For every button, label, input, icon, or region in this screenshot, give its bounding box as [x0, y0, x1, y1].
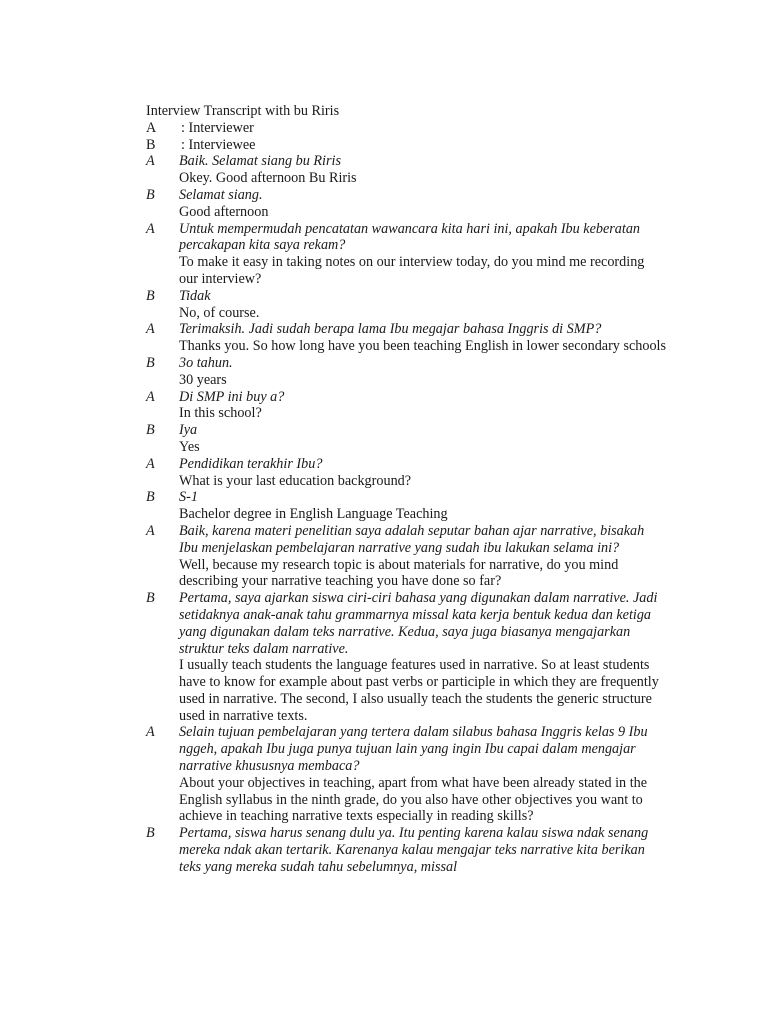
document-title: Interview Transcript with bu Riris — [146, 103, 340, 119]
english-translation: About your objectives in teaching, apart from what have been already stated in the English syllabus in the ninth grade, do you also have other objectives you want to achieve in teaching narrative texts especially in reading skills? — [179, 774, 648, 825]
dialogue-turn — [146, 590, 666, 724]
original-utterance: Selamat siang. — [179, 186, 263, 203]
speaker-label: B — [146, 287, 155, 304]
english-translation: Okey. Good afternoon Bu Riris — [179, 170, 357, 187]
turn-text — [179, 590, 666, 724]
transcript-document — [146, 103, 666, 876]
original-utterance: Pertama, saya ajarkan siswa ciri-ciri bahasa yang digunakan dalam narrative. Jadi setidaknya anak-anak tahu grammarnya missal kata kerja bentuk kedua dan ketiga yang digunakan dalam teks narrative. Kedua, saya juga biasanya mengajarkan struktur teks dalam narrative. — [179, 590, 658, 657]
speaker-label: B — [146, 354, 155, 371]
original-utterance: Baik. Selamat siang bu Riris — [179, 153, 341, 170]
turn-text — [179, 355, 666, 389]
english-translation: I usually teach students the language features used in narrative. So at least students have to know for example about past verbs or participle in which they are frequently used in narrative. The second, I also usually teach the students the generic structure used in narrative texts. — [179, 657, 659, 724]
legend-value: : Interviewer — [181, 119, 254, 136]
turn-text — [179, 389, 666, 423]
turn-text — [179, 288, 666, 322]
original-utterance: Baik, karena materi penelitian saya adalah seputar bahan ajar narrative, bisakah Ibu menjelaskan pembelajaran narrative yang sudah ibu lakukan selama ini? — [179, 522, 645, 556]
dialogue-turn — [146, 187, 666, 221]
english-translation: 30 years — [179, 371, 227, 388]
english-translation: Yes — [179, 438, 200, 455]
turn-text — [179, 321, 666, 355]
speaker-label: B — [146, 590, 155, 607]
original-utterance: 3o tahun. — [179, 354, 233, 371]
speaker-label: A — [146, 153, 155, 170]
turn-text — [179, 523, 666, 590]
original-utterance: Pendidikan terakhir Ibu? — [179, 455, 323, 472]
turn-text — [179, 221, 666, 288]
dialogue-turn — [146, 422, 666, 456]
dialogue-turn — [146, 153, 666, 187]
original-utterance: Tidak — [179, 287, 211, 304]
dialogue-turn — [146, 456, 666, 490]
turn-text — [179, 489, 666, 523]
speaker-label: A — [146, 321, 155, 338]
speaker-label: B — [146, 825, 155, 842]
legend-row-interviewee — [146, 137, 666, 154]
speaker-label: A — [146, 724, 155, 741]
speaker-label: A — [146, 455, 155, 472]
speaker-label: B — [146, 489, 155, 506]
legend-value: : Interviewee — [181, 136, 256, 153]
english-translation: What is your last education background? — [179, 472, 412, 489]
dialogue-turn — [146, 724, 666, 825]
dialogue-turn — [146, 489, 666, 523]
turn-text — [179, 422, 666, 456]
english-translation: In this school? — [179, 405, 262, 422]
english-translation: Good afternoon — [179, 203, 269, 220]
dialogue-turns — [146, 153, 666, 875]
speaker-label: B — [146, 422, 155, 439]
dialogue-turn — [146, 523, 666, 590]
original-utterance: Pertama, siswa harus senang dulu ya. Itu penting karena kalau siswa ndak senang mereka ndak akan tertarik. Karenanya kalau mengajar teks narrative kita berikan teks yang mereka sudah tahu sebelumnya, missal — [179, 825, 649, 875]
legend-key: A — [146, 119, 157, 136]
speaker-label: A — [146, 388, 155, 405]
english-translation: Thanks you. So how long have you been teaching English in lower secondary schools — [179, 338, 667, 355]
turn-text — [179, 456, 666, 490]
english-translation: Bachelor degree in English Language Teaching — [179, 506, 448, 523]
legend-key: B — [146, 136, 156, 153]
dialogue-turn — [146, 321, 666, 355]
dialogue-turn — [146, 389, 666, 423]
dialogue-turn — [146, 825, 666, 875]
turn-text — [179, 187, 666, 221]
original-utterance: Terimaksih. Jadi sudah berapa lama Ibu megajar bahasa Inggris di SMP? — [179, 321, 602, 338]
speaker-label: B — [146, 186, 155, 203]
original-utterance: Iya — [179, 422, 198, 439]
english-translation: Well, because my research topic is about materials for narrative, do you mind describing your narrative teaching you have done so far? — [179, 556, 619, 590]
original-utterance: S-1 — [179, 489, 198, 506]
original-utterance: Di SMP ini buy a? — [179, 388, 285, 405]
speaker-label: A — [146, 220, 155, 237]
original-utterance: Selain tujuan pembelajaran yang tertera dalam silabus bahasa Inggris kelas 9 Ibu nggeh, apakah Ibu juga punya tujuan lain yang ingin Ibu capai dalam mengajar narrative khususnya membaca? — [179, 724, 648, 775]
speaker-label: A — [146, 522, 155, 539]
turn-text — [179, 724, 666, 825]
turn-text — [179, 153, 666, 187]
english-translation: To make it easy in taking notes on our interview today, do you mind me recording our interview? — [179, 254, 645, 287]
dialogue-turn — [146, 288, 666, 322]
dialogue-turn — [146, 355, 666, 389]
dialogue-turn — [146, 221, 666, 288]
english-translation: No, of course. — [179, 304, 260, 321]
original-utterance: Untuk mempermudah pencatatan wawancara kita hari ini, apakah Ibu keberatan percakapan kita saya rekam? — [179, 220, 641, 254]
speaker-legend — [146, 120, 666, 154]
legend-row-interviewer — [146, 120, 666, 137]
turn-text — [179, 825, 666, 875]
